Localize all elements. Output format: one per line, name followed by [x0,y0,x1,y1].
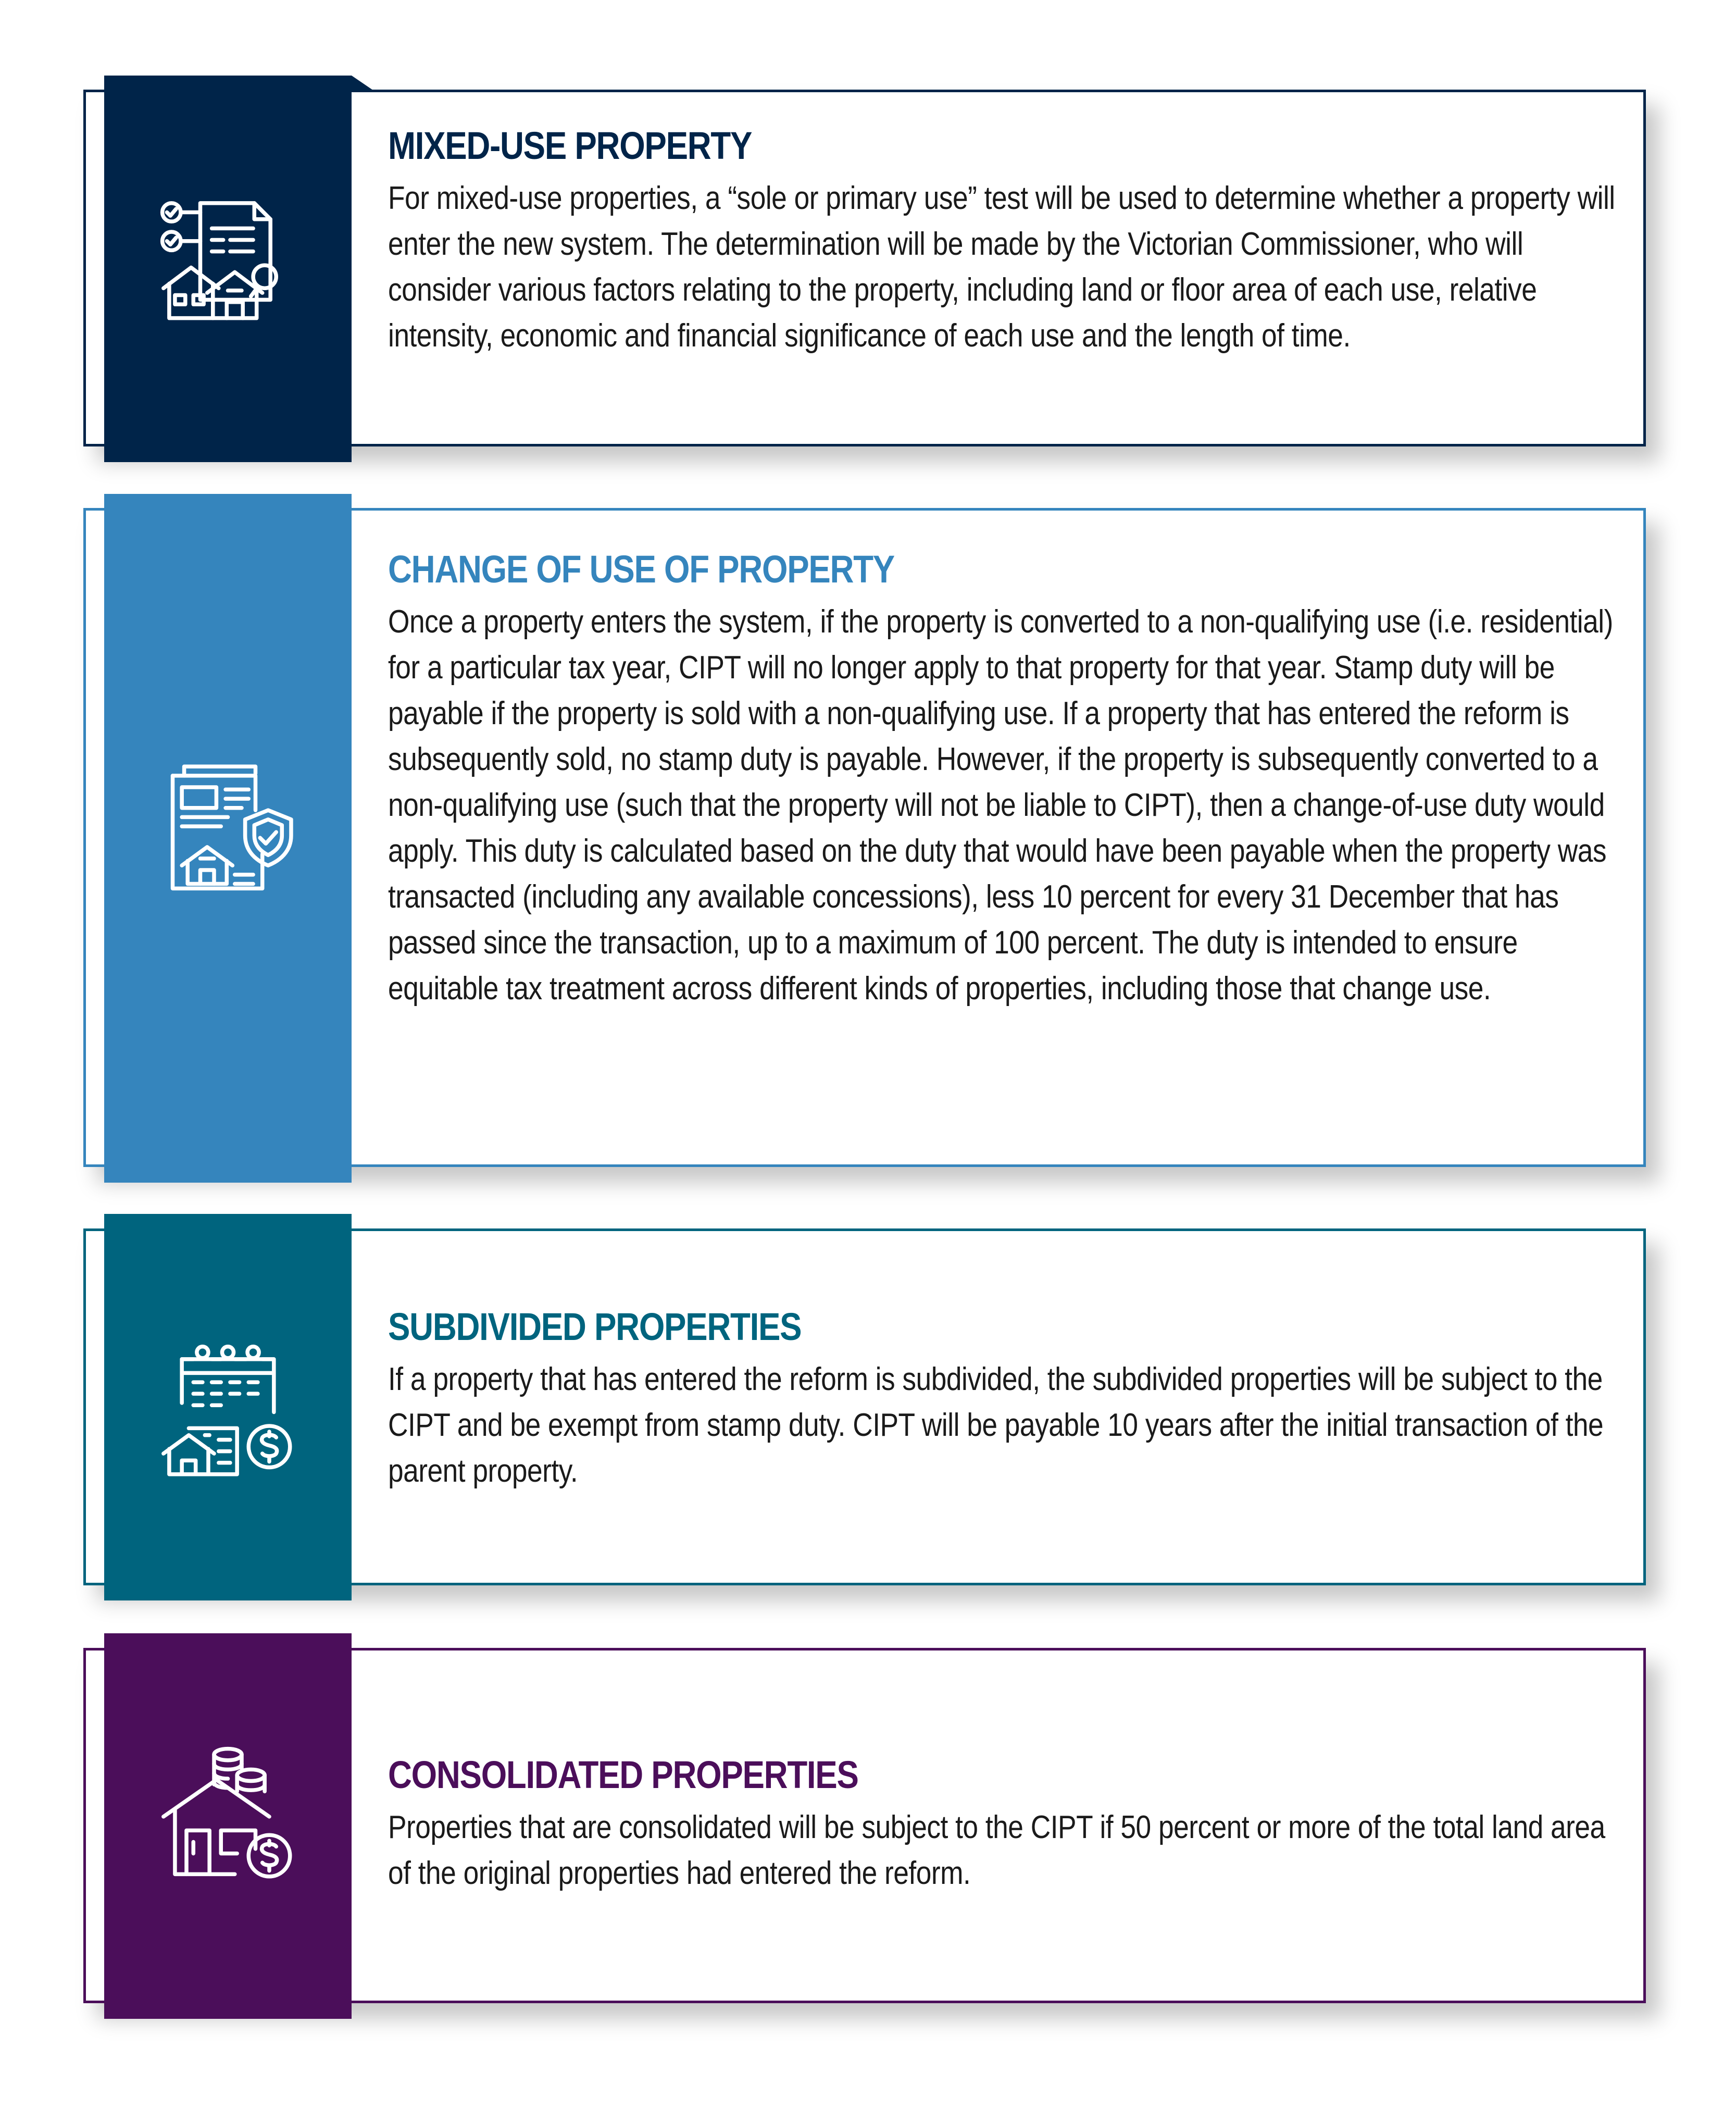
section-title: CONSOLIDATED PROPERTIES [388,1753,858,1796]
section-title: SUBDIVIDED PROPERTIES [388,1305,802,1348]
calendar-houses-dollar-icon [159,1343,297,1481]
section-body: Once a property enters the system, if the property is converted to a non-qualifying use (i.e. residential) for a particular tax year, CIPT will no longer apply to that property for that year. Stamp duty will be payable if the property is sold with a non-qualifying use. If a property that has entered the reform is subsequently sold, no stamp duty is payable. However, if the property is subsequently converted to a non-qualifying use (such that the property will not be liable to CIPT), then a change-of-use duty would apply. This duty is calculated based on the duty that would have been payable when the property was transacted (including any available concessions), less 10 percent for every 31 December that has passed since the transaction, up to a maximum of 100 percent. The duty is intended to ensure equitable tax treatment across different kinds of properties, including those that change use. [388,604,1613,1007]
mixed-use-property-icon [159,198,297,337]
icon-band [104,1633,352,2019]
icon-band [104,76,352,462]
icon-band [104,1214,352,1600]
section-body: Properties that are consolidated will be subject to the CIPT if 50 percent or more of the total land area of the original properties had entered the reform. [388,1809,1605,1891]
section-body: For mixed-use properties, a “sole or primary use” test will be used to determine whether a property will enter the new system. The determination will be made by the Victorian Commissioner, who will consider various factors relating to the property, including land or floor area of each use, relative intensity, economic and financial significance of each use and the length of time. [388,180,1615,354]
document-house-shield-icon [159,760,297,898]
section-title: MIXED-USE PROPERTY [388,124,752,167]
icon-band [104,494,352,1183]
section-title: CHANGE OF USE OF PROPERTY [388,548,894,591]
house-coins-dollar-icon [159,1745,297,1883]
section-body: If a property that has entered the reform is subdivided, the subdivided properties will be subject to the CIPT and be exempt from stamp duty. CIPT will be payable 10 years after the initial transaction of the parent property. [388,1361,1604,1489]
